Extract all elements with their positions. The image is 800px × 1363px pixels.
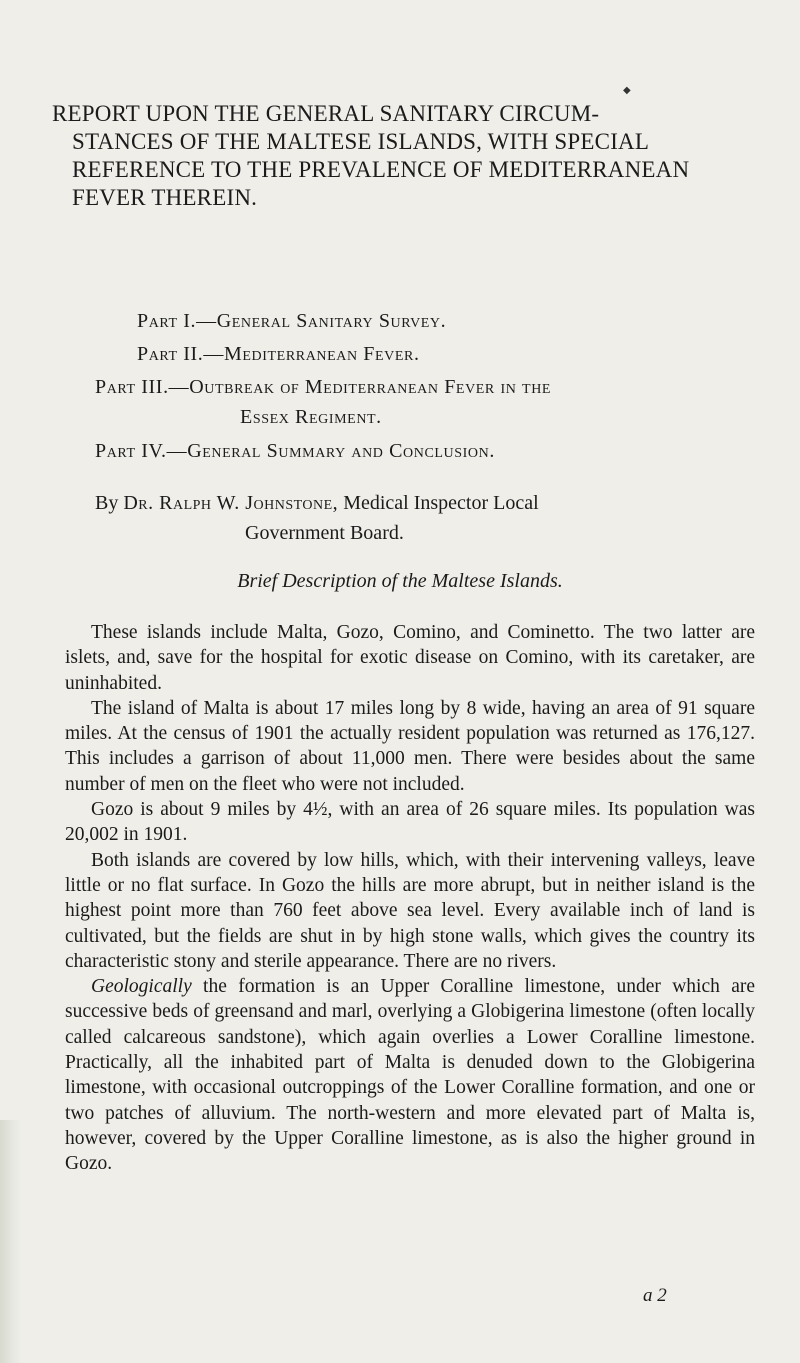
- part-item: Part IV.—General Summary and Conclusion.: [95, 440, 495, 462]
- paragraph-text: These islands include Malta, Gozo, Comino, and Cominetto. The two latter are islets, and, save for the hospital for exotic disease on Comino, with its caretaker, are uninhabited.: [65, 622, 755, 694]
- paragraph: [65, 974, 755, 1176]
- paragraph: [65, 620, 755, 696]
- author-role-continuation: Government Board.: [245, 522, 404, 544]
- paragraph-text: Both islands are covered by low hills, which, with their intervening valleys, leave little or no flat surface. In Gozo the hills are more abrupt, but in neither island is the highest point more than 760 feet above sea level. Every available inch of land is cultivated, but the fields are shut in by high stone walls, which gives the country its characteristic stony and sterile appearance. There are no rivers.: [65, 849, 755, 972]
- author-line: [95, 488, 755, 548]
- paragraph-text: Gozo is about 9 miles by 4½, with an area of 26 square miles. Its population was 20,002 in 1901.: [65, 799, 755, 846]
- paragraph: [65, 696, 755, 797]
- title-line: REFERENCE TO THE PREVALENCE OF MEDITERRANEAN: [72, 157, 690, 182]
- title-line: REPORT UPON THE GENERAL SANITARY CIRCUM-: [52, 101, 600, 126]
- print-mark: ◆: [623, 85, 631, 96]
- author-name: Dr. Ralph W. Johnstone,: [123, 492, 339, 514]
- body-text: [65, 620, 755, 1177]
- part-item-continuation: Essex Regiment.: [240, 406, 382, 428]
- author-role: Medical Inspector Local: [338, 492, 539, 514]
- paragraph: [65, 848, 755, 974]
- signature-mark: a 2: [643, 1285, 667, 1306]
- paragraph-lead: Geologically: [91, 976, 192, 998]
- part-item: Part II.—Mediterranean Fever.: [137, 343, 420, 365]
- paragraph-text: The island of Malta is about 17 miles long by 8 wide, having an area of 91 square miles. At the census of 1901 the actually resident population was returned as 176,127. This includes a garrison of about 11,000 men. There were besides about the same number of men on the fleet who were not included.: [65, 697, 755, 795]
- paragraph: [65, 797, 755, 848]
- title-line: STANCES OF THE MALTESE ISLANDS, WITH SPECIAL: [72, 129, 650, 154]
- part-item: Part III.—Outbreak of Mediterranean Fever in the: [95, 376, 552, 398]
- title-line: FEVER THEREIN.: [72, 185, 258, 210]
- author-prefix: By: [95, 492, 124, 514]
- page-edge-shadow: [0, 1120, 22, 1363]
- section-heading: Brief Description of the Maltese Islands.: [237, 570, 563, 592]
- part-item: Part I.—General Sanitary Survey.: [137, 310, 447, 332]
- report-title: [52, 100, 752, 212]
- paragraph-text: the formation is an Upper Coralline limestone, under which are successive beds of greensand and marl, overlying a Globigerina limestone (often locally called calcareous sandstone), which again overlies a Lower Coralline limestone. Practically, all the inhabited part of Malta is denuded down to the Globigerina limestone, with occasional outcroppings of the Lower Coralline formation, and one or two patches of alluvium. The north-western and more elevated part of Malta is, however, covered by the Upper Coralline limestone, as is also the higher ground in Gozo.: [65, 976, 755, 1175]
